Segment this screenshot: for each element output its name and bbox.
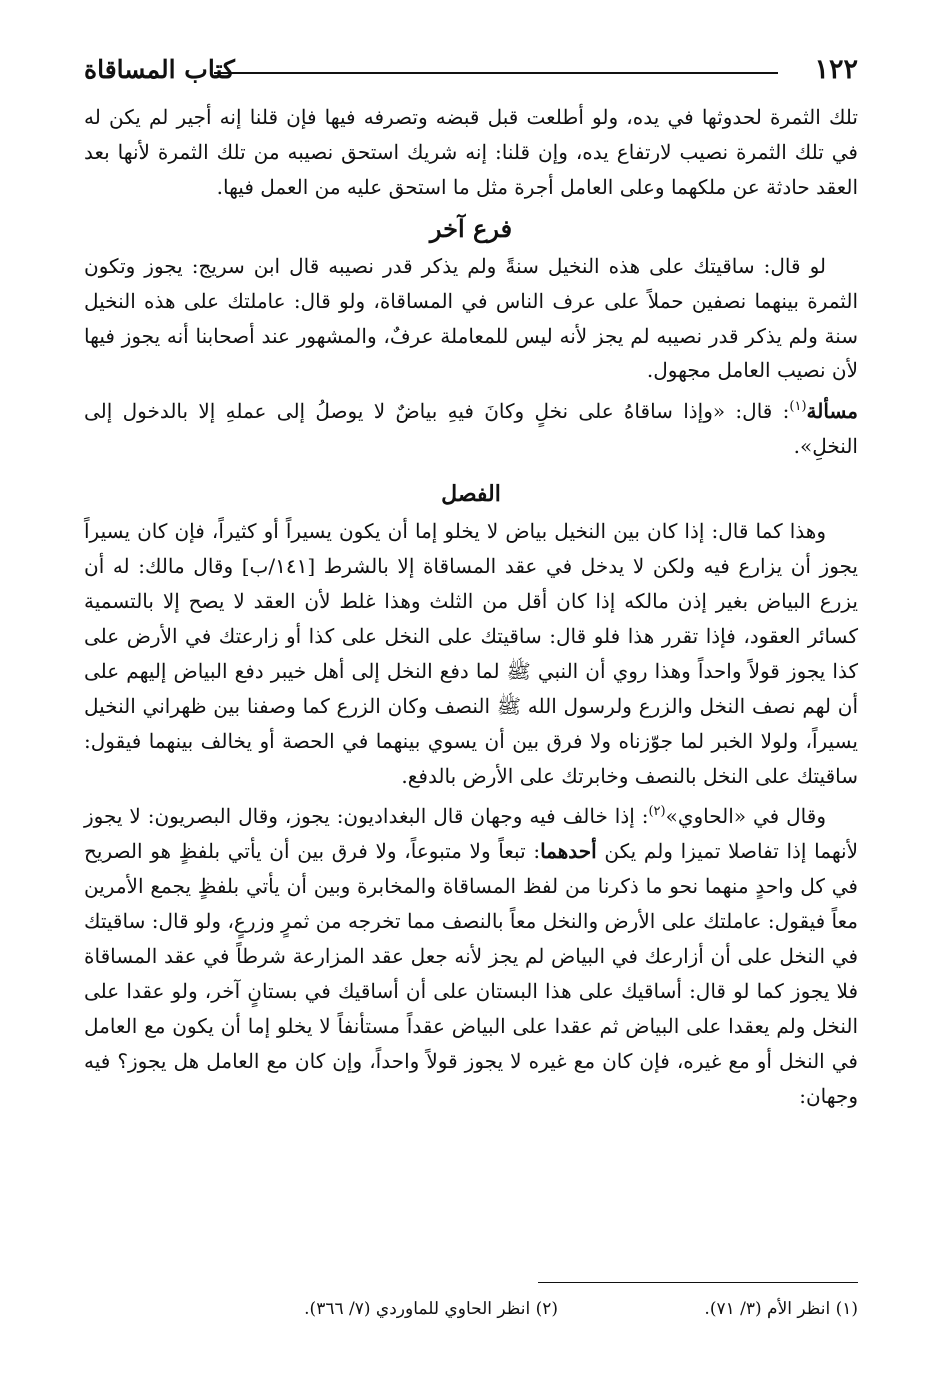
paragraph-2: لو قال: ساقيتك على هذه النخيل سنةً ولم يذكر قدر نصيبه قال ابن سريج: يجوز وتكون الثمرة بينهما نصفين حملاً على عرف الناس في المساقاة، ولو قال: عاملتك على هذه النخيل سنة ولم يذكر قدر نصيبه لم يجز لأنه ليس للمعاملة عرفٌ، والمشهور عند أصحابنا أنه يجوز فيها لأن نصيب العامل مجهول. bbox=[84, 253, 858, 383]
footnote-2: (٢) انظر الحاوي للماوردي (٧/ ٣٦٦). bbox=[304, 1299, 558, 1319]
running-title: كتاب المساقاة bbox=[84, 55, 235, 84]
masala-label: مسألة bbox=[806, 399, 858, 424]
page-body bbox=[84, 100, 858, 1114]
paragraph-5-part-a: وقال في «الحاوي» bbox=[665, 804, 826, 829]
paragraph-5-part-b: : إذا خالف فيه وجهان قال البغداديون: يجوز، وقال البصريون: لا يجوز لأنهما إذا تفاصلا تميزا ولم يكن bbox=[84, 804, 859, 864]
footnote-ref-2: (٢) bbox=[648, 804, 666, 820]
masala-text: : قال: «وإذا ساقاهُ على نخلٍ وكانَ فيهِ بياضٌ لا يوصلُ إلى عملهِ إلا بالدخول إلى النخلِ». bbox=[84, 399, 858, 459]
header-rule bbox=[214, 72, 778, 74]
page-header bbox=[84, 52, 858, 92]
paragraph-5-part-c: : تبعاً ولا متبوعاً، ولا فرق بين أن يأتي بلفظٍ هو الصريح في كل واحدٍ منهما نحو ما ذكرنا من لفظ المساقاة والمخابرة وبين أن يأتي بلفظٍ يجمع الأمرين معاً فيقول: عاملتك على الأرض والنخل معاً بالنصف مما تخرجه من ثمرٍ وزرعٍ، ولو قال: ساقيتك في النخل على أن أزارعك في البياض لم يجز لأنه جعل عقد المزارعة شرطاً في عقد المساقاة فلا يجوز كما لو قال: أساقيك على هذا البستان على أن أساقيك في بستانٍ آخر، ولو عقدا على النخل ولم يعقدا على البياض ثم عقدا على البياض عقداً مستأنفاً لا يخلو إما أن يكون مع العامل في النخل أو مع غيره، فإن كان مع غيره لا يجوز قولاً واحداً، وإن كان مع العامل هل يجوز؟ فيه وجهان: bbox=[84, 839, 858, 1108]
footnote-ref-1: (١) bbox=[789, 399, 807, 415]
footnote-separator bbox=[538, 1282, 858, 1283]
masala-paragraph bbox=[84, 394, 858, 464]
section-heading-far-akhar: فرع آخر bbox=[429, 213, 513, 243]
footnote-1: (١) انظر الأم (٣/ ٧١). bbox=[704, 1299, 858, 1319]
page-number: ١٢٢ bbox=[814, 54, 858, 85]
paragraph-4: وهذا كما قال: إذا كان بين النخيل بياض لا يخلو إما أن يكون يسيراً أو كثيراً، فإن كان يسيراً يجوز أن يزارع فيه ولكن لا يدخل في عقد المساقاة إلا بالشرط [١٤١/ب] وقال مالك: له أن يزرع البياض بغير إذن مالكه إذا كان أقل من الثلث وهذا غلط لأن العقد لا يصح إلا بالتسمية كسائر العقود، فإذا تقرر هذا فلو قال: ساقيتك على النخل على كذا أو زارعتك في الأرض على كذا يجوز قولاً واحداً وهذا روي أن النبي ﷺ لما دفع النخل إلى أهل خيبر دفع البياض إليهم على أن لهم نصف النخل والزرع ولرسول الله ﷺ النصف وكان الزرع كما وصفنا بين ظهراني النخيل يسيراً، ولولا الخبر لما جوّزناه ولا فرق بين أن يسوي بينهما في الحصة أو يخالف بينهما فيقول: ساقيتك على النخل بالنصف وخابرتك على الأرض بالدفع. bbox=[84, 519, 858, 788]
paragraph-5 bbox=[84, 799, 858, 1113]
paragraph-1: تلك الثمرة لحدوثها في يده، ولو أطلعت قبل قبضه وتصرفه فيها فإن قلنا إنه أجير لم يكن له في تلك الثمرة نصيب لارتفاع يده، وإن قلنا: إنه شريك استحق نصيبه من تلك الثمرة لأنها بعد العقد حادثة عن ملكهما وعلى العامل أجرة مثل ما استحق عليه من العمل فيها. bbox=[84, 105, 858, 199]
section-heading-fasl: الفصل bbox=[441, 481, 501, 508]
paragraph-5-bold-term: أحدهما bbox=[540, 839, 597, 864]
